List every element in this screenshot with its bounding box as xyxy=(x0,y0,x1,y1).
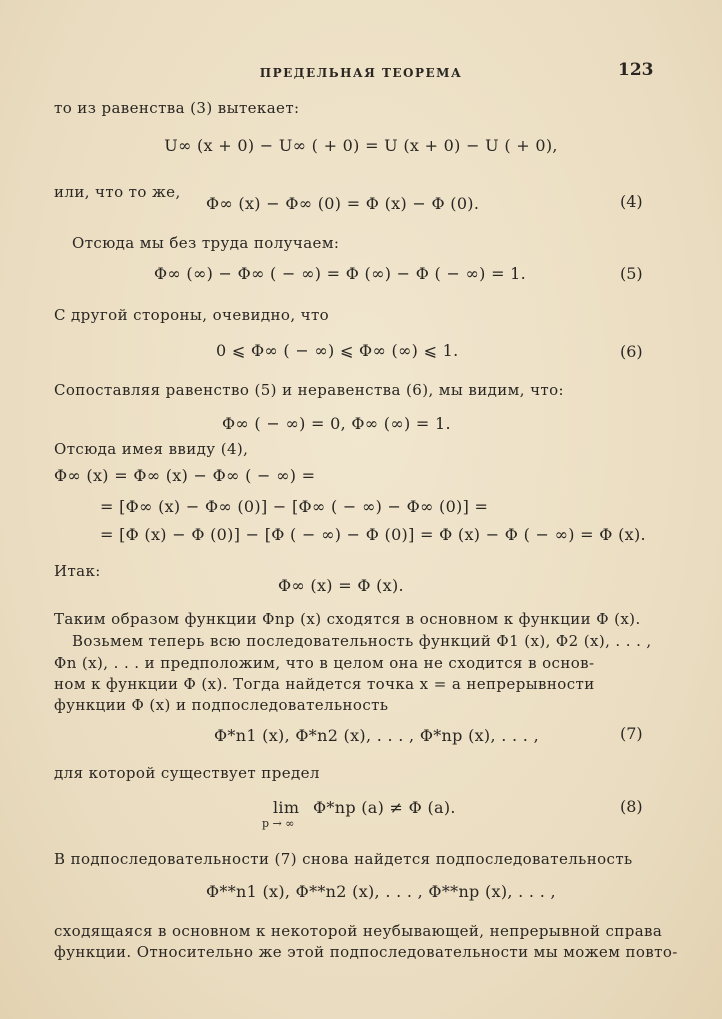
text-line: С другой стороны, очевидно, что xyxy=(54,306,330,324)
text-line: функции Φ (x) и подпоследовательность xyxy=(54,696,389,714)
text-line: то из равенства (3) вытекает: xyxy=(54,99,300,117)
equation-number: (6) xyxy=(620,342,643,361)
equation-8: Φ*np (a) ≠ Φ (a). xyxy=(313,798,456,817)
text-line: В подпоследовательности (7) снова найдется подпоследовательность xyxy=(54,850,633,868)
equation-number: (7) xyxy=(620,724,643,743)
equation: Φ∞ ( − ∞) = 0, Φ∞ (∞) = 1. xyxy=(222,414,451,433)
text-line: Сопоставляя равенство (5) и неравенства (6), мы видим, что: xyxy=(54,381,564,399)
text-line: сходящаяся в основном к некоторой неубывающей, непрерывной справа xyxy=(54,922,663,940)
equation: = [Φ (x) − Φ (0)] − [Φ ( − ∞) − Φ (0)] = Φ (x) − Φ ( − ∞) = Φ (x). xyxy=(100,525,646,544)
text-line: функции. Относительно же этой подпоследовательности мы можем повто- xyxy=(54,943,678,961)
limit-subscript: p → ∞ xyxy=(262,817,295,830)
equation: = [Φ∞ (x) − Φ∞ (0)] − [Φ∞ ( − ∞) − Φ∞ (0)] = xyxy=(100,497,489,516)
text-line: Итак: xyxy=(54,562,101,580)
equation-5: Φ∞ (∞) − Φ∞ ( − ∞) = Φ (∞) − Φ ( − ∞) = 1. xyxy=(154,264,527,283)
equation: Φ∞ (x) = Φ∞ (x) − Φ∞ ( − ∞) = xyxy=(54,466,316,485)
equation: U∞ (x + 0) − U∞ ( + 0) = U (x + 0) − U ( + 0), xyxy=(164,136,558,155)
equation-6: 0 ⩽ Φ∞ ( − ∞) ⩽ Φ∞ (∞) ⩽ 1. xyxy=(216,341,459,360)
equation: Φ∞ (x) = Φ (x). xyxy=(278,576,404,595)
equation: Φ**n1 (x), Φ**n2 (x), . . . , Φ**np (x), . . . , xyxy=(206,882,556,901)
equation-number: (5) xyxy=(620,264,643,283)
text-line: или, что то же, xyxy=(54,183,181,201)
equation-4: Φ∞ (x) − Φ∞ (0) = Φ (x) − Φ (0). xyxy=(206,194,480,213)
text-line: Отсюда мы без труда получаем: xyxy=(72,234,340,252)
equation-number: (8) xyxy=(620,797,643,816)
text-line: Отсюда имея ввиду (4), xyxy=(54,440,249,458)
equation-7: Φ*n1 (x), Φ*n2 (x), . . . , Φ*np (x), . . . , xyxy=(214,726,539,745)
text-line: Таким образом функции Φnp (x) сходятся в основном к функции Φ (x). xyxy=(54,610,641,628)
text-line: Возьмем теперь всю последовательность функций Φ1 (x), Φ2 (x), . . . , xyxy=(72,632,652,650)
text-line: Φn (x), . . . и предположим, что в целом она не сходится в основ- xyxy=(54,654,595,672)
text-line: ном к функции Φ (x). Тогда найдется точка x = a непрерывности xyxy=(54,675,595,693)
equation-8-lim: lim xyxy=(273,798,300,817)
equation-number: (4) xyxy=(620,192,643,211)
running-title: ПРЕДЕЛЬНАЯ ТЕОРЕМА xyxy=(259,66,463,80)
text-line: для которой существует предел xyxy=(54,764,320,782)
page-number: 123 xyxy=(618,60,654,80)
